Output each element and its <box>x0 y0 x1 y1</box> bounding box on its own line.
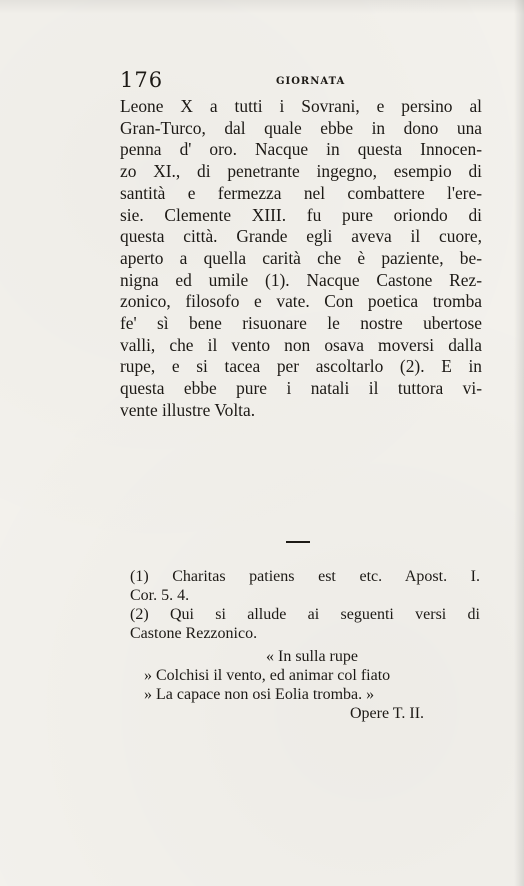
verse-line: » La capace non osi Eolia tromba. » <box>144 686 375 703</box>
text-line: zonico, filosofo e vate. Con poetica tromba <box>120 291 482 312</box>
text-line: fe' sì bene risuonare le nostre ubertose <box>120 313 482 334</box>
running-head: GIORNATA <box>276 76 346 87</box>
text-line: Leone X a tutti i Sovrani, e persino al <box>120 96 482 116</box>
text-line: questa ebbe pure i natali il tuttora vi- <box>120 378 482 399</box>
page-top-shadow <box>0 0 524 14</box>
text-line: zo XI., di penetrante ingegno, esempio di <box>120 161 482 182</box>
footnotes <box>130 567 480 643</box>
text-line: nigna ed umile (1). Nacque Castone Rez- <box>120 269 482 290</box>
footnote-line: Cor. 5. 4. <box>130 587 190 604</box>
text-line: rupe, e si tacea per ascoltarlo (2). E in <box>120 356 482 377</box>
text-line: vente illustre Volta. <box>120 399 256 420</box>
footnote-line: (2) Qui si allude ai seguenti versi di <box>130 606 480 623</box>
text-line: valli, che il vento non osava moversi dalla <box>120 334 482 355</box>
text-line: questa città. Grande egli aveva il cuore, <box>120 226 482 247</box>
text-line: aperto a quella carità che è paziente, be- <box>120 247 482 268</box>
quoted-verse <box>140 647 480 723</box>
footnote-line: Castone Rezzonico. <box>130 625 258 642</box>
verse-source: Opere T. II. <box>350 705 425 722</box>
footnote-line: (1) Charitas patiens est etc. Apost. I. <box>130 568 480 585</box>
text-line: penna d' oro. Nacque in questa Innocen- <box>120 139 482 160</box>
main-text <box>120 96 482 422</box>
text-line: santità e fermezza nel combattere l'ere- <box>120 182 482 203</box>
verse-line: » Colchisi il vento, ed animar col fiato <box>144 667 391 684</box>
page-number: 176 <box>120 68 164 92</box>
page-binding-shadow <box>514 0 524 886</box>
text-line: Gran-Turco, dal quale ebbe in dono una <box>120 117 482 138</box>
verse-line: « In sulla rupe <box>266 648 358 665</box>
text-line: sie. Clemente XIII. fu pure oriondo di <box>120 204 482 225</box>
page-header <box>120 68 480 96</box>
footnote-separator <box>286 541 310 543</box>
